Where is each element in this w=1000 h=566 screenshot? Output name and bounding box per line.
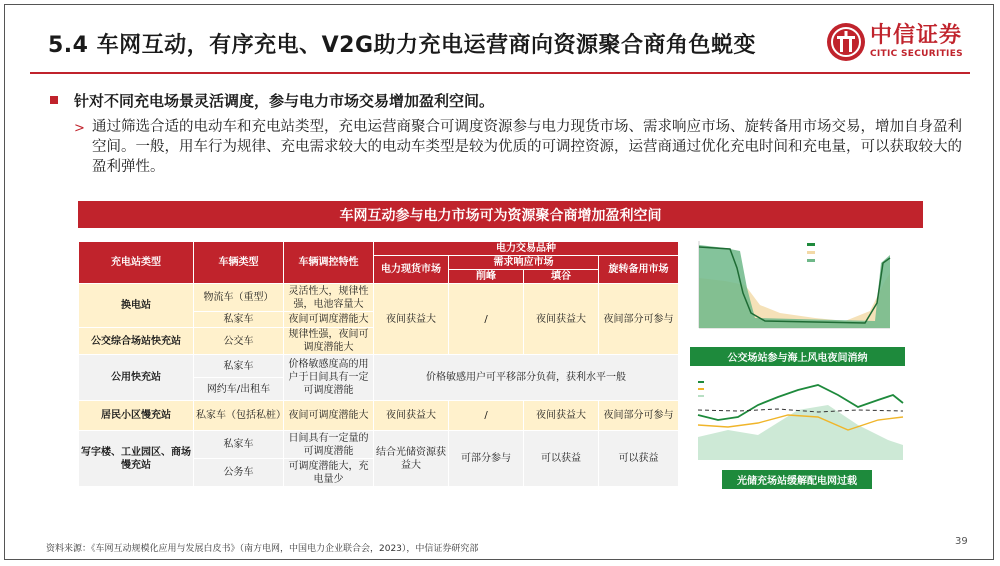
th-demand: 需求响应市场 xyxy=(449,256,599,270)
cell-station-swap: 换电站 xyxy=(79,284,194,328)
market-table xyxy=(78,241,679,487)
th-spot: 电力现货市场 xyxy=(374,256,449,284)
cell-spot: 夜间获益大 xyxy=(374,284,449,355)
cell-vehicle: 公务车 xyxy=(194,459,284,487)
cell-market-merged: 价格敏感用户可平移部分负荷，获利水平一般 xyxy=(374,355,679,401)
th-feature: 车辆调控特性 xyxy=(284,242,374,284)
cell-vehicle: 私家车（包括私桩） xyxy=(194,401,284,431)
logo-cn-text: 中信证券 xyxy=(870,23,963,48)
cell-valley: 夜间获益大 xyxy=(524,401,599,431)
chart-caption-bottom: 光储充场站缓解配电网过载 xyxy=(722,470,872,489)
table-banner: 车网互动参与电力市场可为资源聚合商增加盈利空间 xyxy=(78,201,923,228)
cell-spin: 夜间部分可参与 xyxy=(599,284,679,355)
cell-vehicle: 私家车 xyxy=(194,431,284,459)
cell-spin: 夜间部分可参与 xyxy=(599,401,679,431)
th-station: 充电站类型 xyxy=(79,242,194,284)
cell-peak: 可部分参与 xyxy=(449,431,524,487)
main-bullet: 针对不同充电场景灵活调度，参与电力市场交易增加盈利空间。 xyxy=(74,92,495,110)
bus-chart-image xyxy=(685,233,910,338)
cell-vehicle: 私家车 xyxy=(194,312,284,328)
arrow-bullet-icon: > xyxy=(74,121,85,136)
chart-thumbnail-bus xyxy=(685,233,910,338)
cell-feature: 灵活性大，规律性强，电池容量大 xyxy=(284,284,374,312)
page-title: 5.4 车网互动，有序充电、V2G助力充电运营商向资源聚合商角色蜕变 xyxy=(48,33,757,58)
cell-vehicle: 物流车（重型） xyxy=(194,284,284,312)
th-market: 电力交易品种 xyxy=(374,242,679,256)
solar-chart-image xyxy=(688,375,910,465)
th-spin: 旋转备用市场 xyxy=(599,256,679,284)
citic-logo-icon xyxy=(826,22,866,62)
cell-feature: 夜间可调度潜能大 xyxy=(284,401,374,431)
cell-peak: / xyxy=(449,401,524,431)
cell-station-bus: 公交综合场站快充站 xyxy=(79,328,194,355)
th-valley: 填谷 xyxy=(524,270,599,284)
cell-station-residential: 居民小区慢充站 xyxy=(79,401,194,431)
cell-vehicle: 私家车 xyxy=(194,355,284,378)
cell-feature: 可调度潜能大，充电量少 xyxy=(284,459,374,487)
brand-logo xyxy=(826,22,963,62)
cell-feature: 规律性强，夜间可调度潜能大 xyxy=(284,328,374,355)
chart-thumbnail-solar xyxy=(688,375,910,465)
logo-en-text: CITIC SECURITIES xyxy=(870,49,963,59)
cell-vehicle: 网约车/出租车 xyxy=(194,378,284,401)
cell-valley: 可以获益 xyxy=(524,431,599,487)
title-divider xyxy=(30,72,970,74)
sub-bullet-text: 通过筛选合适的电动车和充电站类型，充电运营商聚合可调度资源参与电力现货市场、需求响应市场、旋转备用市场交易，增加自身盈利空间。一般，用车行为规律、充电需求较大的电动车类型是较为优质的可调控资源，运营商通过优化充电时间和充电量，可以获取较大的盈利弹性。 xyxy=(92,119,962,175)
cell-peak: / xyxy=(449,284,524,355)
cell-station-public: 公用快充站 xyxy=(79,355,194,401)
th-vehicle: 车辆类型 xyxy=(194,242,284,284)
cell-spin: 可以获益 xyxy=(599,431,679,487)
cell-valley: 夜间获益大 xyxy=(524,284,599,355)
cell-spot: 夜间获益大 xyxy=(374,401,449,431)
cell-station-office: 写字楼、工业园区、商场慢充站 xyxy=(79,431,194,487)
cell-vehicle: 公交车 xyxy=(194,328,284,355)
cell-feature: 日间具有一定量的可调度潜能 xyxy=(284,431,374,459)
bullet-square-icon xyxy=(50,96,58,104)
th-peak: 削峰 xyxy=(449,270,524,284)
chart-caption-top: 公交场站参与海上风电夜间消纳 xyxy=(690,347,905,366)
cell-feature: 价格敏感度高的用户于日间具有一定可调度潜能 xyxy=(284,355,374,401)
source-note: 资料来源：《车网互动规模化应用与发展白皮书》（南方电网，中国电力企业联合会，2023），中信证券研究部 xyxy=(46,544,479,554)
page-number: 39 xyxy=(955,536,968,547)
cell-feature: 夜间可调度潜能大 xyxy=(284,312,374,328)
cell-spot: 结合光储资源获益大 xyxy=(374,431,449,487)
